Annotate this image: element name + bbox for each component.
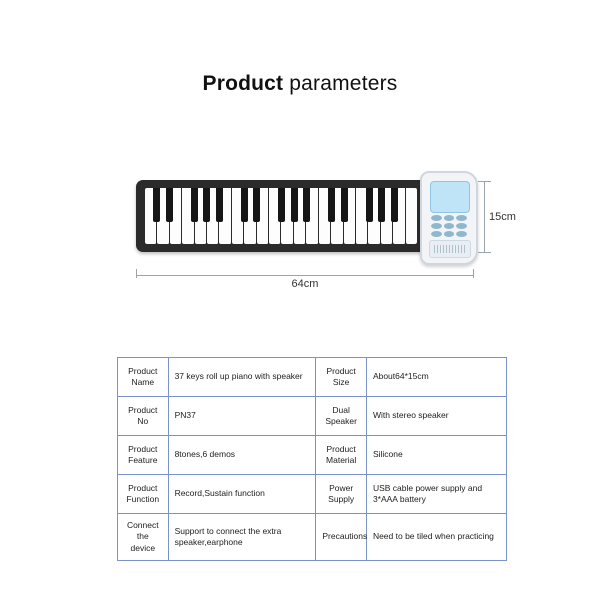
row-value-right: USB cable power supply and 3*AAA battery [366, 475, 506, 514]
black-key [291, 188, 298, 222]
black-key [153, 188, 160, 222]
row-value-right: About64*15cm [366, 358, 506, 397]
black-key [203, 188, 210, 222]
row-value-left: Support to connect the extra speaker,earphone [168, 514, 316, 561]
black-key [166, 188, 173, 222]
panel-button-icon [444, 215, 455, 221]
table-row [118, 475, 507, 514]
page-title-light: parameters [283, 72, 398, 95]
piano-keys [145, 188, 417, 244]
table-row [118, 436, 507, 475]
product-illustration [120, 165, 516, 295]
label-line: Size [332, 377, 350, 387]
panel-button-icon [431, 215, 442, 221]
label-line: Feature [128, 455, 158, 465]
black-key [253, 188, 260, 222]
panel-buttons [431, 215, 467, 237]
black-key [191, 188, 198, 222]
label-line: Power [329, 482, 354, 493]
page-title [0, 72, 600, 96]
black-key [378, 188, 385, 222]
speaker-grill-icon [429, 240, 471, 258]
black-key [241, 188, 248, 222]
label-line: Product [128, 365, 158, 376]
dimension-line [136, 275, 474, 276]
dimension-cap-bottom [478, 252, 491, 253]
row-value-left: PN37 [168, 397, 316, 436]
panel-button-icon [431, 223, 442, 229]
table-row [118, 514, 507, 561]
row-label-right [316, 475, 367, 514]
panel-button-icon [444, 223, 455, 229]
black-key [303, 188, 310, 222]
label-line: Dual [332, 404, 350, 415]
width-dimension-label [136, 278, 474, 290]
row-value-left: Record,Sustain function [168, 475, 316, 514]
panel-button-icon [456, 231, 467, 237]
label-line: Precautions [322, 531, 368, 542]
row-label-left [118, 514, 169, 561]
page-title-strong: Product [202, 72, 284, 95]
label-line: the device [130, 531, 156, 553]
black-key [341, 188, 348, 222]
row-label-right [316, 358, 367, 397]
row-label-left [118, 475, 169, 514]
panel-button-icon [456, 223, 467, 229]
label-line: No [137, 416, 149, 426]
row-label-left [118, 436, 169, 475]
panel-button-icon [444, 231, 455, 237]
control-panel [420, 171, 478, 265]
row-label-right [316, 397, 367, 436]
panel-button-icon [431, 231, 442, 237]
black-key [216, 188, 223, 222]
height-dimension-label: 15cm [489, 211, 516, 223]
table-row [118, 397, 507, 436]
row-label-right [316, 514, 367, 561]
black-keys [145, 188, 417, 222]
row-label-left [118, 358, 169, 397]
width-dimension-value: 64cm [287, 278, 324, 290]
width-dimension [136, 269, 474, 289]
height-dimension [478, 181, 516, 253]
black-key [328, 188, 335, 222]
label-line: Material [326, 455, 357, 465]
dimension-line [484, 181, 485, 253]
label-line: Product [128, 482, 158, 493]
row-label-left [118, 397, 169, 436]
label-line: Product [326, 365, 356, 376]
label-line: Speaker [325, 416, 357, 426]
row-value-left: 37 keys roll up piano with speaker [168, 358, 316, 397]
spec-table [117, 357, 507, 561]
panel-button-icon [456, 215, 467, 221]
black-key [278, 188, 285, 222]
row-value-right: With stereo speaker [366, 397, 506, 436]
label-line: Supply [328, 494, 355, 504]
spec-table-container [117, 357, 507, 561]
row-label-right [316, 436, 367, 475]
label-line: Product [326, 443, 356, 454]
black-key [391, 188, 398, 222]
black-key [366, 188, 373, 222]
label-line: Product [128, 404, 158, 415]
table-row [118, 358, 507, 397]
piano-body [136, 180, 426, 252]
dimension-cap-top [478, 181, 491, 182]
row-value-right: Need to be tiled when practicing [366, 514, 506, 561]
label-line: Connect [126, 520, 159, 530]
lcd-screen-icon [430, 181, 470, 213]
row-value-right: Silicone [366, 436, 506, 475]
label-line: Name [131, 377, 155, 387]
label-line: Product [128, 443, 158, 454]
row-value-left: 8tones,6 demos [168, 436, 316, 475]
label-line: Function [126, 494, 160, 504]
